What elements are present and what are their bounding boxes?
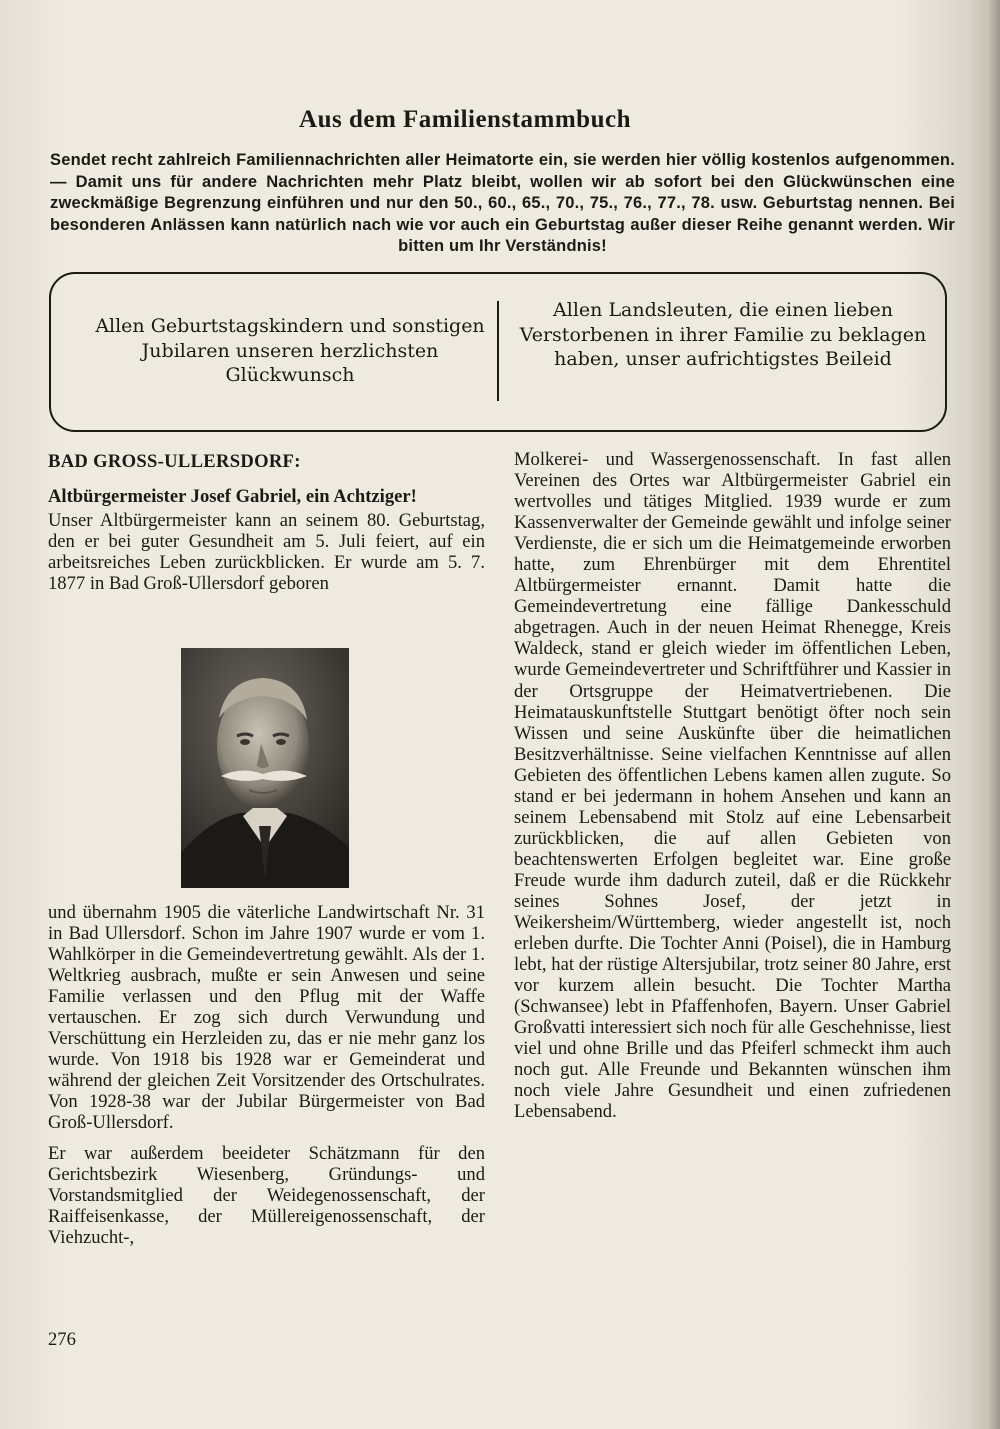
article-column-left-bottom — [48, 902, 485, 1248]
birthday-greeting: Allen Geburtstagskindern und sonstigen Jubilaren unseren herzlichsten Glückwunsch — [95, 315, 485, 386]
article-paragraph-4: Molkerei- und Wassergenossenschaft. In fast allen Vereinen des Ortes war Altbürgermeister Gabriel ein wertvolles und tätiges Mitglied. 1939 wurde er zum Kassenverwalter der Gemeinde gewählt und infolge seiner Verdienste, die er sich um die Heimatgemeinde erworben hatte, zum Ehrenbürger mit dem Ehrentitel Altbürgermeister ernannt. Damit hatte die Gemeindevertretung eine fällige Dankesschuld abgetragen. Auch in der neuen Heimat Rhenegge, Kreis Waldeck, stand er gleich wieder im öffentlichen Leben, wurde Gemeindevertreter und Schriftführer und Kassier in der Ortsgruppe der Heimatvertriebenen. Die Heimatauskunftstelle Stuttgart benötigt öfter noch sein Wissen und seine Auskünfte über die heimatlichen Besitzverhältnisse. Seine vielfachen Kenntnisse auf allen Gebieten des öffentlichen Lebens kamen allen zugute. So stand er bei jedermann in hohem Ansehen und kann an seinem Lebensabend mit Stolz auf eine Lebensarbeit zurückblicken, die auf allen Gebieten von beachtenswerten Erfolgen begleitet war. Eine große Freude wurde ihm dadurch zuteil, daß er die Rückkehr seines Sohnes Josef, der jetzt in Weikersheim/Württemberg, wieder angestellt ist, noch erleben durfte. Die Tochter Anni (Poisel), die in Hamburg lebt, hat der rüstige Altersjubilar, trotz seiner 80 Jahre, erst vor kurzem allein besucht. Die Tochter Martha (Schwansee) lebt in Pfaffenhofen, Bayern. Unser Gabriel Großvatti interessiert sich noch für alle Geschehnisse, liest viel und ohne Brille und das Pfeiferl schmeckt ihm auch noch gut. Alle Freunde und Bekannten wünschen ihm noch viele Jahre Gesundheit und einen zufriedenen Lebensabend. — [514, 449, 951, 1123]
article-column-left-top — [48, 451, 485, 594]
article-paragraph-3: Er war außerdem beeideter Schätzmann für den Gerichtsbezirk Wiesenberg, Gründungs- und Vorstandsmitglied der Weidegenossenschaft, der Raiffeisenkasse, der Müllereigenossenschaft, der Viehzucht-, — [48, 1142, 485, 1248]
article-paragraph-1: Unser Altbürgermeister kann an seinem 80. Geburtstag, den er bei guter Gesundheit am 5. Juli feiert, auf ein arbeitsreiches Leben zurückblicken. Er wurde am 5. 7. 1877 in Bad Groß-Ullersdorf geboren — [48, 510, 485, 595]
article-place-heading: BAD GROSS-ULLERSDORF: — [48, 451, 301, 472]
condolence-message: Allen Landsleuten, die einen lieben Verstorbenen in ihrer Familie zu beklagen haben, unser aufrichtigstes Beileid — [519, 299, 927, 370]
article-column-right — [514, 449, 951, 1123]
intro-notice: Sendet recht zahlreich Familiennachrichten aller Heimatorte ein, sie werden hier völlig kostenlos aufgenommen. — Damit uns für andere Nachrichten mehr Platz bleibt, wollen wir ab sofort bei den Glückwünschen eine zweckmäßige Begrenzung einführen und nur den 50., 60., 65., 70., 75., 76., 77., 78. usw. Geburtstag nennen. Bei besonderen Anlässen kann natürlich nach wie vor auch ein Geburtstag außer dieser Reihe genannt werden. Wir bitten um Ihr Verständnis! — [50, 151, 955, 255]
article-paragraph-2: und übernahm 1905 die väterliche Landwirtschaft Nr. 31 in Bad Ullersdorf. Schon im Jahre 1907 wurde er vom 1. Wahlkörper in die Gemeindevertretung gewählt. Als der 1. Weltkrieg ausbrach, mußte er sein Anwesen und seine Familie verlassen und den Pflug mit der Waffe vertauschen. Er zog sich durch Verwundung und Verschüttung ein Herzleiden zu, das er nie mehr ganz los wurde. Von 1918 bis 1928 war er Gemeinderat und während der gleichen Zeit Vorsitzender des Ortschulrates. Von 1928-38 war der Jubilar Bürgermeister von Bad Groß-Ullersdorf. — [48, 902, 485, 1134]
page-title: Aus dem Familienstammbuch — [299, 106, 631, 133]
portrait-photo — [181, 648, 349, 888]
book-spine-shadow — [986, 0, 1000, 1429]
article-subtitle: Altbürgermeister Josef Gabriel, ein Achtziger! — [48, 486, 417, 507]
page-number: 276 — [48, 1329, 76, 1350]
greetings-divider — [497, 301, 499, 401]
